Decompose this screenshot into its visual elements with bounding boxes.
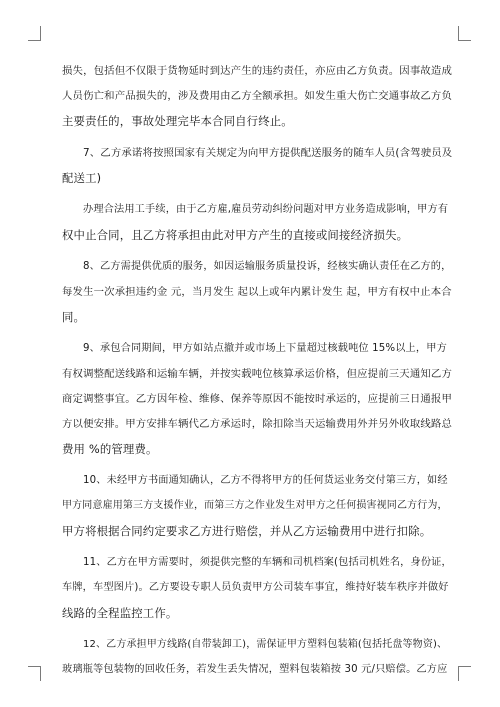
clause-11-heading: 11、乙方在甲方需要时，须提供完整的车辆和司机档案(包括司机姓名，身份证， <box>83 557 452 568</box>
text-line: 车牌，车型图片)。乙方要设专职人员负责甲方公司装车事宜，维持好装车秩序并做好 <box>62 582 449 593</box>
text-line: 损失，包括但不仅限于货物延时到达产生的违约责任，亦应由乙方负责。因事故造成 <box>62 65 452 77</box>
crop-mark-bottom-right <box>458 666 471 681</box>
text-line: 玻璃瓶等包装物的回收任务，若发生丢失情况，塑料包装箱按 30 元/只赔偿。乙方应 <box>62 664 448 675</box>
text-line: 费用 %的管理费。 <box>62 442 158 456</box>
text-line: 配送工) <box>62 171 102 185</box>
text-line: 主要责任的，事故处理完毕本合同自行终止。 <box>62 114 293 128</box>
crop-mark-bottom-left <box>28 666 41 681</box>
text-line: 有权调整配送线路和运输车辆，并按实载吨位核算承运价格，但应提前三天通知乙方 <box>62 368 452 380</box>
text-line: 甲方将根据合同约定要求乙方进行赔偿，并从乙方运输费用中进行扣除。 <box>62 524 432 538</box>
clause-9-heading: 9、承包合同期间，甲方如站点撤并或市场上下量超过核载吨位 15%以上，甲方 <box>83 343 447 354</box>
clause-10-heading: 10、未经甲方书面通知确认，乙方不得将甲方的任何货运业务交付第三方，如经 <box>83 475 448 486</box>
crop-mark-top-left <box>28 26 41 41</box>
text-line: 人员伤亡和产品损失的，涉及费用由乙方全额承担。如发生重大伤亡交通事故乙方负 <box>62 90 452 102</box>
text-line: 同。 <box>62 310 86 324</box>
clause-7-heading: 7、乙方承诺将按照国家有关规定为向甲方提供配送服务的随车人员(含驾驶员及 <box>83 147 453 159</box>
crop-mark-top-right <box>458 26 471 41</box>
text-line: 权中止合同，且乙方将承担由此对甲方产生的直接或间接经济损失。 <box>62 228 409 242</box>
text-line: 方以便安排。甲方安排车辆代乙方承运时，除扣除当天运输费用外并另外收取线路总 <box>62 418 452 430</box>
clause-8-heading: 8、乙方需提供优质的服务，如因运输服务质量投诉，经核实确认责任在乙方的， <box>83 261 452 272</box>
text-line: 甲方同意雇用第三方支援作业，而第三方之作业发生对甲方之任何损害视同乙方行为， <box>62 500 448 511</box>
text-line: 商定调整事宜。乙方因年检、维修、保养等原因不能按时承运的，应提前三日通报甲 <box>62 393 452 405</box>
text-line: 每发生一次承担违约金 元，当月发生 起以上或年内累计发生 起，甲方有权中止本合 <box>62 286 452 298</box>
text-line: 线路的全程监控工作。 <box>62 606 178 620</box>
text-line: 办理合法用工手续，由于乙方雇,雇员劳动纠纷问题对甲方业务造成影响，甲方有 <box>83 204 449 215</box>
clause-12-heading: 12、乙方承担甲方线路(自带装卸工)，需保证甲方塑料包装箱(包括托盘等物资)、 <box>83 639 448 650</box>
